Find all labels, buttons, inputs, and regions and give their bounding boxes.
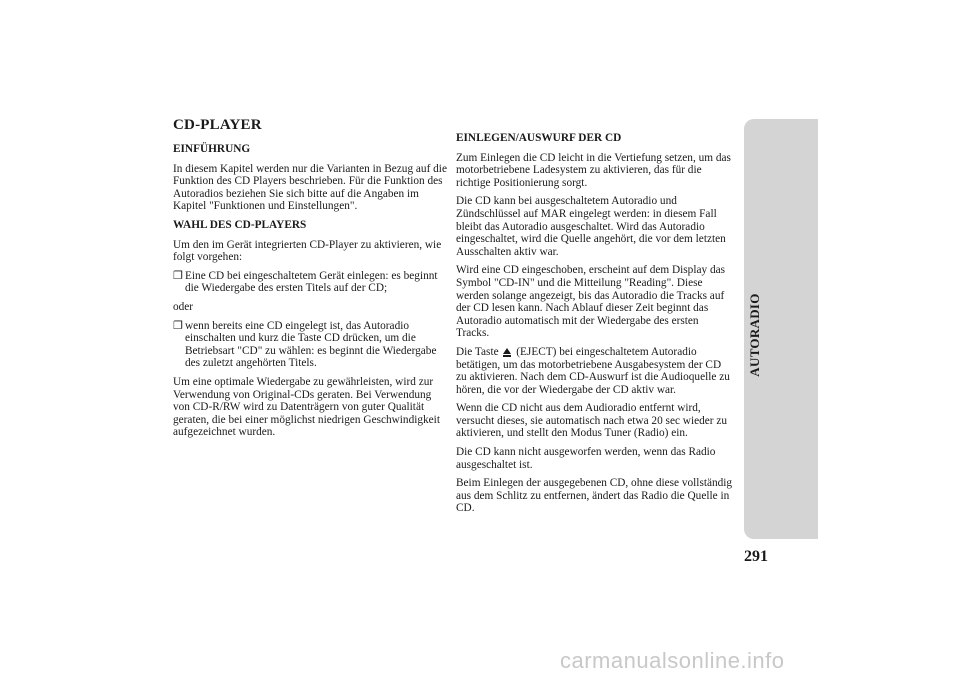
checkbox-square-icon: ❐	[173, 319, 183, 332]
heading-select-cd-player: WAHL DES CD-PLAYERS	[173, 218, 307, 231]
paragraph-3: Wird eine CD eingeschoben, erscheint auf dem Display das Symbol "CD-IN" und die Mitteilung "Reading". Diese werden solange angezeigt, bis das Autoradio die Tracks auf der CD lesen kann. Nach Ablauf dieser Zeit beginnt das Autoradio automatisch mit der Wiedergabe des ersten Tracks.	[456, 264, 726, 340]
bullet-text-1: Eine CD bei eingeschaltetem Gerät einlegen: es beginnt die Wiedergabe des ersten Titels auf der CD;	[185, 269, 438, 295]
page-title: CD-PLAYER	[173, 117, 262, 133]
paragraph-4-end: (EJECT) bei eingeschaltetem Autoradio betätigen, um das motorbetriebene Ausgabesystem der CD zu aktivieren. Nach dem CD-Auswurf ist die Audioquelle zu hören, die vor der Wiedergabe der CD aktiv war.	[456, 345, 730, 396]
paragraph-4	[456, 346, 734, 396]
page-number: 291	[744, 548, 768, 565]
list-item	[173, 270, 451, 295]
paragraph-5: Wenn die CD nicht aus dem Audioradio entfernt wird, versucht dieses, sie automatisch nach etwa 20 sec wieder zu aktivieren, und stellt den Modus Tuner (Radio) ein.	[456, 402, 728, 440]
select-paragraph: Um den im Gerät integrierten CD-Player zu aktivieren, wie folgt vorgehen:	[173, 238, 442, 264]
or-text: oder	[173, 300, 194, 313]
paragraph-2: Die CD kann bei ausgeschaltetem Autoradio und Zündschlüssel auf MAR eingelegt werden: in diesem Fall bleibt das Autoradio ausgeschaltet. Wird das Autoradio eingeschaltet, wird die Quelle angehört, die vor dem letzten Ausschalten aktiv war.	[456, 195, 726, 258]
watermark: carmanualsonline.info	[560, 648, 785, 673]
eject-icon	[503, 348, 511, 354]
right-column	[456, 132, 734, 521]
paragraph-1: Zum Einlegen die CD leicht in die Vertiefung setzen, um das motorbetriebene Ladesystem zu aktivieren, das für die richtige Positionierung sorgt.	[456, 151, 731, 189]
quality-paragraph: Um eine optimale Wiedergabe zu gewährleisten, wird zur Verwendung von Original-CDs geraten. Bei Verwendung von CD-R/RW wird zu Datenträgern von guter Qualität geraten, die bei einer möglichst niedrigen Geschwindigkeit aufgezeichnet wurden.	[173, 375, 440, 439]
paragraph-7: Beim Einlegen der ausgegebenen CD, ohne diese vollständig aus dem Schlitz zu entfernen, ändert das Radio die Quelle in CD.	[456, 477, 733, 515]
heading-introduction: EINFÜHRUNG	[173, 143, 251, 155]
bullet-text-2: wenn bereits eine CD eingelegt ist, das Autoradio einschalten und kurz die Taste CD drücken, um die Betriebsart "CD" zu wählen: es beginnt die Wiedergabe des zuletzt angehörten Titels.	[185, 319, 437, 370]
left-column	[173, 116, 451, 445]
side-tab-label: AUTORADIO	[747, 293, 762, 377]
list-item	[173, 320, 451, 370]
heading-insert-eject: EINLEGEN/AUSWURF DER CD	[456, 132, 622, 144]
checkbox-square-icon: ❐	[173, 269, 183, 282]
intro-paragraph: In diesem Kapitel werden nur die Varianten in Bezug auf die Funktion des CD Players beschrieben. Für die Funktion des Autoradios beziehen Sie sich bitte auf die Angaben im Kapitel "Funktionen und Einstellungen".	[173, 162, 447, 213]
paragraph-6: Die CD kann nicht ausgeworfen werden, wenn das Radio ausgeschaltet ist.	[456, 446, 716, 471]
paragraph-4-start: Die Taste	[456, 345, 499, 358]
